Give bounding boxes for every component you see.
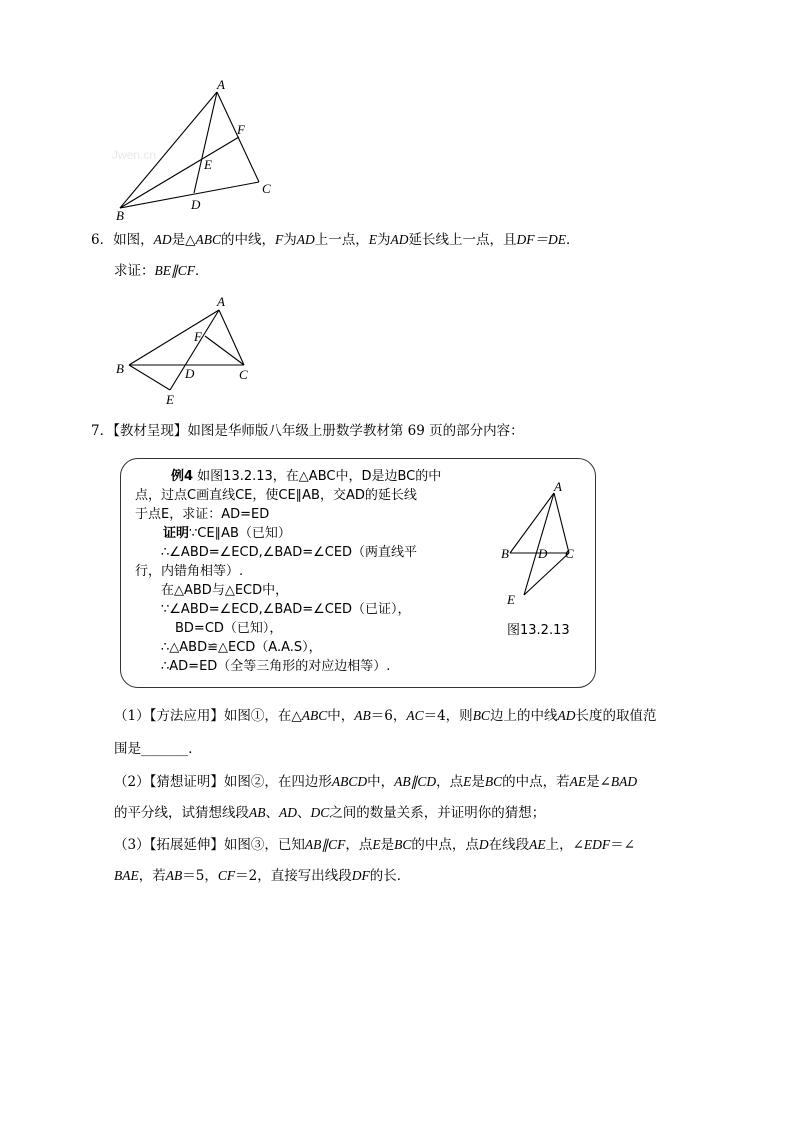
box-line-10: ∴△ABD≌△ECD（A.A.S），: [161, 640, 322, 655]
label-d: D: [538, 546, 548, 561]
p1-var: AD: [557, 708, 576, 723]
part-3-line-2: [114, 866, 410, 886]
label-e: E: [166, 392, 174, 407]
p2-var: AD: [279, 805, 297, 820]
label-c: C: [239, 367, 248, 382]
p2-text: （2）【猜想证明】如图②，在四边形: [114, 774, 332, 790]
p3-var: AB: [165, 868, 183, 883]
p2-var: E: [463, 774, 472, 789]
label-e: E: [204, 157, 212, 172]
p3-var: DF: [351, 868, 370, 883]
p1-var: BC: [472, 708, 490, 723]
q6-var: DF＝DE: [516, 232, 566, 247]
p3-var: AB∥CF: [304, 837, 346, 852]
label-c: C: [262, 181, 271, 196]
label-e: E: [507, 592, 515, 607]
box-line-3: 于点E，求证：AD=ED: [135, 507, 270, 522]
p1-text: ＝6，: [370, 708, 407, 724]
box-line-8: ∵∠ABD=∠ECD,∠BAD=∠CED（已证），: [161, 602, 411, 617]
q6-text: 延长线上一点，且: [408, 232, 517, 248]
p3-var: AE: [529, 837, 546, 852]
q6-text: 的中线，: [220, 232, 275, 248]
p3-text: 上，∠: [545, 837, 584, 853]
p3-text: ＝5，: [182, 868, 218, 884]
p1-var: AC: [406, 708, 424, 723]
part-3-line-1: [114, 835, 635, 855]
segment-ae: [170, 310, 219, 390]
label-b: B: [501, 546, 509, 561]
p2-var: AB∥CD: [394, 774, 437, 789]
q6-text: 如图，: [113, 232, 154, 248]
figure-triangle-abc-2: [0, 0, 794, 420]
p2-text: 中，: [367, 774, 395, 790]
p3-text: 的中点，点: [411, 837, 479, 853]
part-2-line-2: [114, 803, 545, 823]
part-2-line-1: [114, 772, 637, 792]
p3-text: 是: [380, 837, 395, 853]
p3-var: D: [478, 837, 489, 852]
q6-prove-label: 求证：: [114, 263, 155, 279]
p3-var: EDF: [583, 837, 611, 852]
box-line-6: 行，内错角相等）.: [135, 564, 244, 579]
q6-var: AD: [390, 232, 409, 247]
p3-text: （3）【拓展延伸】如图③，已知: [114, 837, 305, 853]
q6-var: F: [274, 232, 284, 247]
p1-text: 中，: [327, 708, 355, 724]
q6-text: 为: [376, 232, 391, 248]
p2-var: AB: [249, 805, 266, 820]
p2-text: 是∠: [586, 774, 611, 790]
p1-var: ABC: [301, 708, 328, 723]
p1-text: ＝4，则: [423, 708, 473, 724]
label-a: A: [554, 479, 562, 494]
segment-ae: [524, 493, 554, 595]
p3-text: 的长．: [369, 868, 411, 884]
q6-text: 上一点，: [314, 232, 369, 248]
q6-var: AD: [153, 232, 172, 247]
label-d: D: [185, 366, 195, 381]
p2-var: AE: [569, 774, 587, 789]
segment-fc: [205, 336, 244, 365]
proof-label: 证明: [163, 526, 190, 541]
p3-text: ＝2，直接写出线段: [235, 868, 352, 884]
p2-text: 、: [265, 805, 279, 821]
p3-text: 在线段: [488, 837, 530, 853]
figure-13-2-13: [121, 459, 597, 689]
p3-var: BAE: [114, 868, 139, 883]
q6-text: 为: [283, 232, 297, 248]
q6-text: ．: [565, 232, 580, 248]
q6-text: 是△: [171, 232, 196, 248]
p1-text: 长度的取值范: [575, 708, 657, 724]
q6-number: 6．: [91, 232, 114, 248]
label-f: F: [237, 122, 245, 137]
p2-var: DC: [310, 805, 330, 820]
part-1-line-1: [114, 706, 656, 726]
box-line-2: 点，过点C画直线CE，使CE∥AB，交AD的延长线: [135, 488, 417, 503]
label-f: F: [194, 329, 202, 344]
p3-text: ，点: [345, 837, 373, 853]
label-a: A: [217, 77, 225, 92]
watermark: Jwen.cn: [112, 148, 157, 162]
figure2-svg: [0, 0, 794, 420]
segment-ab: [129, 310, 219, 365]
p1-text: 边上的中线: [489, 708, 558, 724]
p3-var: E: [372, 837, 381, 852]
part-1-line-2: 围是_______．: [114, 741, 202, 757]
q6-var: ABC: [195, 232, 221, 247]
label-d: D: [191, 197, 201, 212]
label-b: B: [116, 361, 124, 376]
question-7-intro: 7．【教材呈现】如图是华师版八年级上册数学教材第 69 页的部分内容：: [91, 423, 524, 439]
box-line-11: ∴AD=ED（全等三角形的对应边相等）.: [161, 659, 391, 674]
segment-be: [129, 365, 170, 390]
p2-text: 是: [471, 774, 485, 790]
box-text: 如图13.2.13，在△ABC中，D是边BC的中: [193, 469, 442, 484]
segment-ab: [510, 493, 554, 553]
box-line-9: BD=CD（已知），: [175, 621, 283, 636]
q6-var: E: [368, 232, 377, 247]
box-line-7: 在△ABD与△ECD中，: [161, 583, 289, 598]
p1-text: （1）【方法应用】如图①，在△: [114, 708, 302, 724]
label-a: A: [217, 294, 225, 309]
figure-caption: 图13.2.13: [507, 623, 570, 638]
segment-ac: [554, 493, 569, 553]
p2-var: BAD: [610, 774, 638, 789]
segment-ac: [219, 310, 244, 365]
example-label: 例4: [171, 469, 194, 484]
p3-var: BC: [394, 837, 412, 852]
box-text: ∵CE∥AB（已知）: [189, 526, 291, 541]
q6-text: ．: [195, 263, 209, 279]
p3-text: ，若: [138, 868, 166, 884]
textbook-excerpt-box: [120, 458, 596, 688]
q6-prove: BE∥CF: [154, 263, 195, 278]
p2-text: 的平分线，试猜想线段: [114, 805, 249, 821]
label-b: B: [116, 208, 124, 223]
p2-text: 、: [297, 805, 311, 821]
label-c: C: [565, 546, 574, 561]
p3-text: ＝∠: [610, 837, 635, 853]
p2-text: 之间的数量关系，并证明你的猜想；: [329, 805, 546, 821]
figure3-svg: [121, 459, 597, 689]
p3-var: CF: [217, 868, 236, 883]
box-line-5: ∴∠ABD=∠ECD,∠BAD=∠CED（两直线平: [161, 545, 418, 560]
p2-var: ABCD: [331, 774, 368, 789]
p2-text: 的中点，若: [502, 774, 570, 790]
p2-var: BC: [484, 774, 503, 789]
q6-var: AD: [296, 232, 315, 247]
p2-text: ，点: [436, 774, 464, 790]
p1-var: AB: [354, 708, 371, 723]
